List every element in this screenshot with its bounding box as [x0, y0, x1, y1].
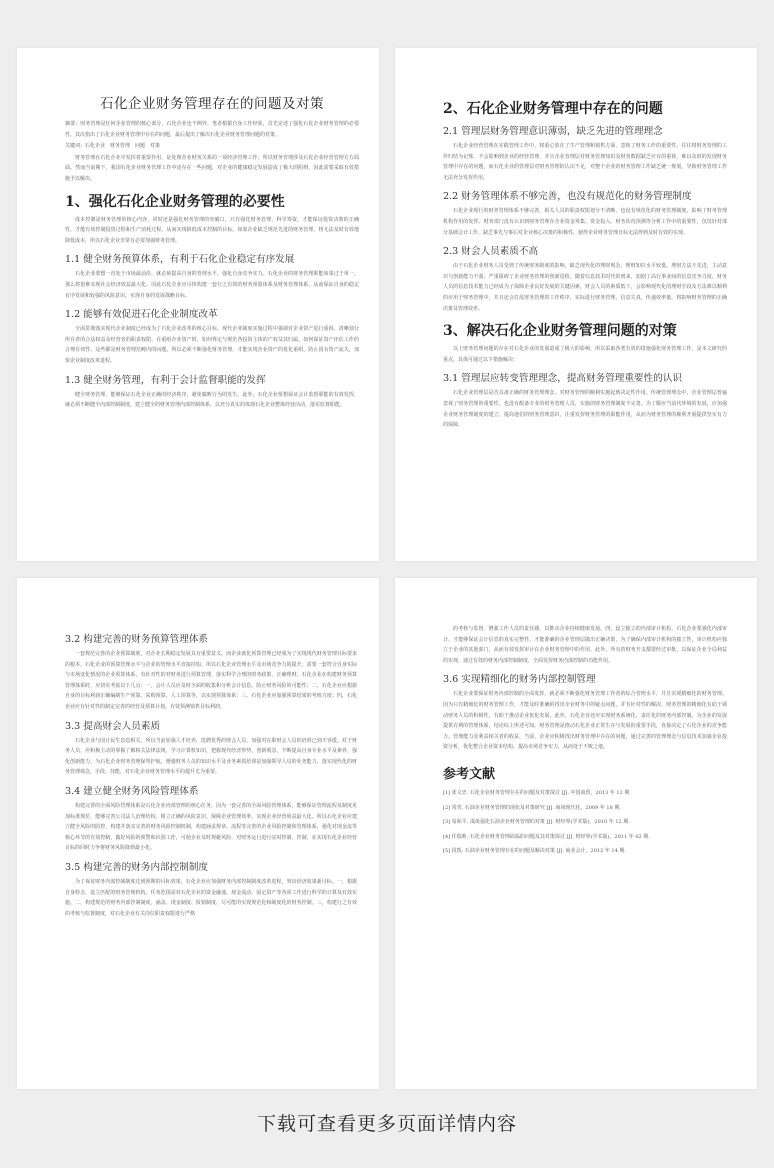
reference-item: [4] 任瑞莉. 石化企业财务管理面临的问题及其对策探讨 [J]. 财经界(学术版)，2011 年 02 期. — [443, 833, 650, 840]
subsection-heading: 1.3 健全财务管理，有利于会计监督职能的发挥 — [65, 374, 266, 386]
body-paragraph: 石化企业管理层是否具备正确的财务管理理念，对财务管理的顺利实施起到决定性作用。传统管理理念中，企业管理层普遍忽视了财务管理的重要性，也没有配备专业的财务管理人员，实施的财务管理制度不完善。为了顺应当前代环境的发展，应加强企业财务管理制度的建立，提高他们的财务管理意识，注重发挥财务管理的职能作用，从而为财务管理的顺利开展提供坚实有力的保障。 — [443, 390, 727, 429]
subsection-heading: 3.4 建立健全财务风险管理体系 — [65, 785, 199, 797]
document-page-3 — [17, 578, 379, 1089]
subsection-heading: 3.5 构建完善的财务内部控制制度 — [65, 861, 209, 873]
body-paragraph: 健全财务管理，能够保证石化企业正确的经济秩序，避免腐败行为的发生。此外，石化企业要想保证会计监督职能的有效发挥，就必须不断健全内部控制制度，建立健全的财务管理内部控制体系，以充分真实的体现石化企业整体经营活动，落实监督职能。 — [65, 391, 359, 409]
body-paragraph: 全面贯彻落实现代企业制度已经成为了石化企业改革的核心目标。现代企业制度实施过程中强调对企业资产进行重组，清晰划分所有者的合法权益及经营者的职责权限。在重组企业资产时，如何界定与规范各投资主体的产权及其归属，如何保证资产评估工作的合理有效性，这些都是财务管理范畴内的问题。所以必须不断强化财务管理，才能实现企业资产的优化重组，防止国有资产流失，加快企业制度改革进程。 — [65, 326, 359, 364]
subsection-heading: 3.1 管理层应转变管理理念，提高财务管理重要性的认识 — [443, 373, 682, 385]
body-paragraph: 一套规范完善的企业预算制度，对企业长期稳定发展具有重要意义。而企业就化预算管理已经成为了实现现代财务管理目标要求的根本，石化企业的预算管理水平与企业的管理水平直接挂钩，所以石化企业管理水平及市场竞争力的提升，需要一套符合自身实际与市场变化情况的企业预算体系，有针对性的对财务进行预算管理，落实科学合理的财务政策，正确理财。石化企业在构建财务预算管理体系时，应切实考虑以下几点：一，会计人员应及时全面的收集和分析会计信息，防止财务风险的可能性；二，石化企业应根据自身的目标利润正确编制生产预算、采购预算、人工预算等，以实现预算体系；三，石化企业应加强预算结果的考核力度；四，石化企业应有针对性的制定完善的经营及预算计划，有效预测销售目标利润。 — [65, 651, 357, 710]
body-paragraph: 构建完善的全面风险管理体系是石化企业内部管理的核心任务，因为一套完善的全面风险管理体系，能够保证管理流程及制度更加标准规范，能够完善公司法人治理结构，树立正确的风险意识，保障企业管理效率，实现企业经营效益最大化。所以石化企业应建立健全风险的防控，构建并落实完善的财务风险控制机制，构建涵盖规章、流程等完善的企业风险控制和管理体系，强化对现金流等核心环节的有效控制，做好风险的预警和识别工作，可使企业及时规避风险，对财务运行进行实时控制、控制，在实现石化企业经营目标的同时力争将财务风险降到最小化。 — [65, 802, 357, 852]
reference-item: [3] 易和平. 浅谈强化石油企业财务管理的对策 [J]. 财经界(学术版)，2010 年 12 期. — [443, 819, 630, 826]
subsection-heading: 2.3 财会人员素质不高 — [443, 246, 539, 258]
subsection-heading: 3.3 提高财会人员素质 — [65, 720, 161, 732]
subsection-heading: 2.1 管理层财务管理意识薄弱，缺乏先进的管理理念 — [443, 126, 663, 137]
section-heading: 3、解决石化企业财务管理问题的对策 — [443, 323, 677, 340]
document-page-2 — [395, 48, 757, 561]
body-paragraph: 的考核与监督，增强工作人员的责任感，以推动企业持续健康发展。四，设立独立的内部审计机构，石化企业要强化内部审计，才能够保证会计信息的真实完整性，才能准确的企业管理层做出正确决策，为了确保内部审计机构的独立性，审计机构应独立于企业的其他部门，从而有效发挥审计在企业财务管理中的作用。此外，所有的财务开支都要经过审批，以保证企业全局利益的实现，通过有效的财务内部控制制度，全面发挥财务内部控制的功能作用。 — [443, 626, 727, 664]
body-paragraph: 石化企业要保证财务内部控制的全面发挥，就必须不断强化财务管理工作者的综合管理水平，并且实现精细化的财务管理。因为只有精细化的财务管理工作，才能及时准确的找出企业财务中的疑点问题，并有针对性的解决，财务管理的精细化有助于调动财务人员的积极性，有助于推动企业优化发展，此外，石化企业还应实现财务系统化、责任化的财务内部控制。为企业的发展提供有利的管理体系，结论综上所述可知，财务管理是推动石化企业正常生存与发展的重要手段，直接决定了石化企业的竞争能力。管理能力及利益相关者的收益，当前，企业应积极找出财务管理中存在的问题，通过完善的管理理念与信息技术加强企业投资分析，优化整合企业资本结构，提高市场竞争实力，从而处于不败之地。 — [443, 691, 727, 751]
body-paragraph: 为了保证财务内部控制制度达到预期的目标效果，石化企业应加强财务内部控制制度改革进程，突出经济效果新目标。一，根据自身特点，设立匹配的财务管理机构，任务范围是对石化企业的资金融通、现金流动、固定资产等各项工作进行科学的计算及有效实施。二，构建规范的财务内部控制制度，涵盖、现金制度、报销制度、尽可能的实现规范化和制度化的财务控制。三，构建行之有效的考核与监督制度，对石化企业有关岗位职责权限进行严格 — [65, 878, 357, 917]
body-paragraph: 石化企业与国计民生息息相关，所以当前加强人才培养，选聘优秀的财会人员，加强对在职财会人员的培训已刻不容缓。对于财务人员，应积极主动的掌握了解相关法律法规，学习计算机知识，把握现代经济形势，创新观念，不断提高自身专业水平及素养，强化创新能力，为石化企业财务管理保驾护航。增强财务人员的知识水平及业务素质培训是加强领导人员的业务能力，落实现代化的财务管理观念，手段，技能，对石化企业财务管理水平的提升尤为重要。 — [65, 737, 357, 776]
section-heading: 1、强化石化企业财务管理的必要性 — [65, 193, 285, 210]
subsection-heading: 3.6 实现精细化的财务内部控制管理 — [443, 674, 596, 686]
body-paragraph: 由于石化企业财务人员受到了传统财务制度的影响，缺乏现代化的理财观念，理财知识水平较低，理财方法不先进，主动意识与创新能力不强，严重阻碍了企业财务管理的创新进程。随着信息技术时代的到来，加剧了高行事业间的信息竞争力度，财务人员的信息技术能力已经成为了保障企业良好发展的关键因素，财会人员的素质低下，会影响现代化的理财手段及方法难以顺利的应用于财务管理中，并且还会打乱财务管理的工作秩序，实际进行财务管理，信息失真，传递效率低，将影响财务管理的正确决策及管理效率。 — [443, 263, 727, 312]
subsection-heading: 2.2 财务管理体系不够完善，也没有规范化的财务管理制度 — [443, 191, 692, 203]
abstract-line: 关键词：石化企业 财务管理 问题 对策 — [65, 143, 161, 150]
document-page-1 — [17, 48, 379, 561]
section-heading: 2、石化企业财务管理中存在的问题 — [443, 101, 663, 117]
abstract-line: 摘要：财务管理是任何企业管理的核心部分，石化企业也不例外。笔者根据自身工作经验，首先论述了强化石化企业财务管理的必要性，其次指出了石化企业财务管理中存在的问题，最后提出了解决石化企业财务管理问题的对策。 — [65, 121, 359, 138]
references-heading: 参考文献 — [443, 766, 496, 782]
body-paragraph: 石化企业经营管理在实践管理工作中，将重心放在了生产管理和销售方面，忽视了财务工作的重要性，往往将财务管理的工作归结为记账、不会影响到企业的经营管理，并且企业管理层对财务管理知识及财务数据缺乏应有的重视，难以及时的发现财务管理中存在的问题，而石化企业的管理层对财务管理的认识不足，对整个企业的财务管理工作缺乏统一规划，导致财务管理工作无法充分发挥作用。 — [443, 143, 727, 181]
document-title: 石化企业财务管理存在的问题及对策 — [100, 96, 324, 112]
reference-item: [1] 张文忠. 石化企业财务管理存在的问题及对策探讨 [J]. 中国商贸，2013 年 12 期. — [443, 789, 631, 796]
reference-item: [2] 常青. 石油企业财务管理的现状及对策研究 [J]. 商场现代化，2009 年 18 期. — [443, 804, 621, 811]
body-paragraph: 成本控制是财务管理的核心内容，同时还是强化财务管理的突破口，只有强化财务管理，科学筹资，才能保证投资决策的正确性，才能有效控制投资过程和生产消耗过程，从而实现降低成本控制的目标。如果企业缺乏规范先进的财务管理，将无法及时有效地降低成本，所以石化企业非常有必要加强财务管理。 — [65, 216, 359, 244]
body-paragraph: 石化企业现行的财务管理体系不够完善，相关人员的职责权限划分不清晰，也没有规范化的财务管理制度，影响了财务管理机构作用的发挥。财务部门没有认识到财务管理在企业资金筹集、资金投入、财务状况预测等分析工作中的重要性，仅仅针对部分基础会计工作，缺乏事先与事后对企业核心决策的积极性，使得企业财务管理日标无法得到及时有效的实现。 — [443, 208, 727, 236]
download-more-caption: 下载可查看更多页面详情内容 — [256, 1113, 517, 1135]
body-paragraph: 以上财务管理问题的存在对石化企业的发展造成了极大的影响，所以采取各类有效的措施强化财务管理工作，是本文研究的重点，具体可通过以下措施解决： — [443, 346, 727, 363]
reference-item: [5] 段凯. 石油企业财务管理存在的问题及解决对策 [J]. 商业会计，2012 年 14 期. — [443, 848, 626, 855]
document-page-4 — [395, 578, 757, 1089]
subsection-heading: 1.2 能够有效促进石化企业制度改革 — [65, 309, 218, 321]
body-paragraph: 石化企业要想一直处于市场最前沿，就必须提高自身的管理水平，强化自身竞争实力。石化企业的财务管理职能如果过于单一，那么将很难实现社会经济效益最大化。因此石化企业应尽快构建一套行之有效的财务预算体系及财务管理体系，从而保证自身的稳定有序发展和较强的风险意识，实现自身的发展战略目标。 — [65, 271, 359, 299]
subsection-heading: 1.1 健全财务预算体系，有利于石化企业稳定有序发展 — [65, 254, 295, 266]
subsection-heading: 3.2 构建完善的财务预算管理体系 — [65, 634, 209, 645]
body-paragraph: 财务管理在石化企业中发挥着重要作用，是处理企业财务关系的一项经济管理工作，所以财务管理涉及石化企业经营管理方方面面。然而当前期下，我国石化企业财务管理工作中还存在一些问题，对企业的健康稳定发展造成了极大的阻碍，因此需要采取有效措施予以解决。 — [65, 154, 359, 182]
